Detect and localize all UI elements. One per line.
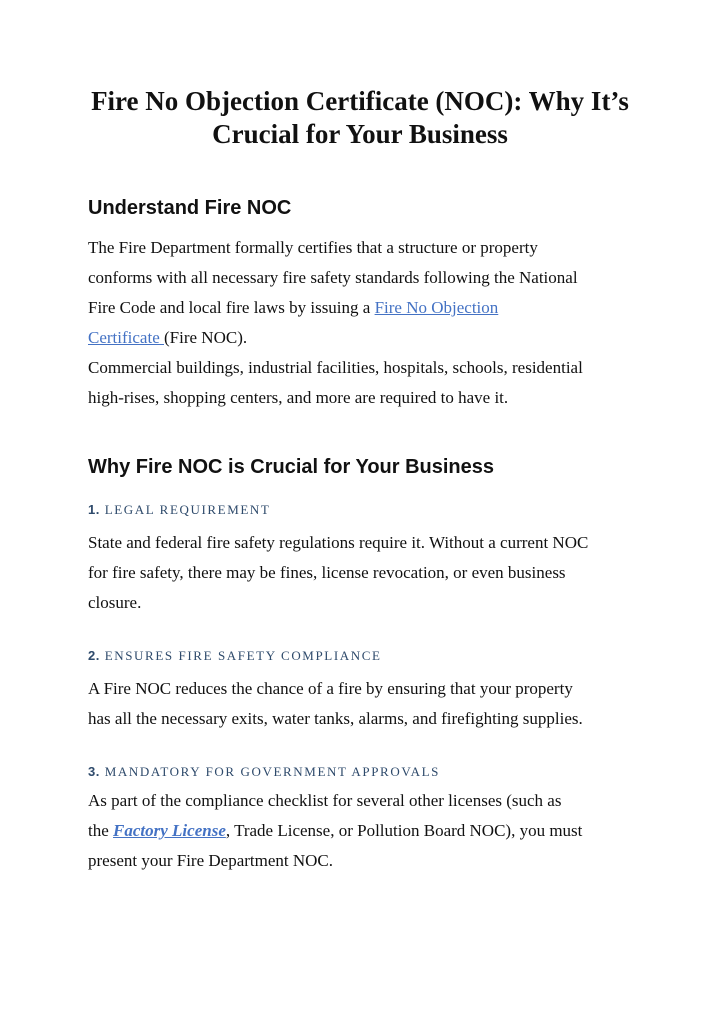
applicability-line-1: Commercial buildings, industrial facilities, hospitals, schools, residential bbox=[88, 358, 583, 377]
item-number-3: 3. bbox=[88, 764, 100, 779]
intro-line-2: conforms with all necessary fire safety standards following the National bbox=[88, 268, 578, 287]
subheading-safety-compliance bbox=[88, 647, 382, 665]
intro-line-3-text: Fire Code and local fire laws by issuing a bbox=[88, 298, 375, 317]
legal-line-3: closure. bbox=[88, 593, 142, 612]
section-heading-understand: Understand Fire NOC bbox=[88, 197, 292, 219]
fire-noc-link[interactable]: Fire No Objection bbox=[374, 298, 499, 317]
intro-line-4-text: (Fire NOC). bbox=[164, 328, 248, 347]
item-label-2: ENSURES FIRE SAFETY COMPLIANCE bbox=[104, 648, 382, 663]
item-label-1: LEGAL REQUIREMENT bbox=[104, 502, 271, 517]
fire-noc-link-continued[interactable]: Certificate bbox=[88, 328, 164, 347]
subheading-government-approvals bbox=[88, 763, 440, 781]
intro-line-3 bbox=[88, 293, 648, 323]
compliance-line-1: A Fire NOC reduces the chance of a fire by ensuring that your property bbox=[88, 679, 573, 698]
approvals-line-2 bbox=[88, 816, 648, 846]
compliance-line-2: has all the necessary exits, water tanks, alarms, and firefighting supplies. bbox=[88, 709, 583, 728]
factory-license-link[interactable]: Factory License bbox=[113, 821, 226, 840]
item-number-2: 2. bbox=[88, 648, 100, 663]
document-title bbox=[60, 85, 660, 151]
approvals-line-3: present your Fire Department NOC. bbox=[88, 851, 334, 870]
applicability-paragraph bbox=[88, 353, 648, 413]
item-number-1: 1. bbox=[88, 502, 100, 517]
legal-requirement-paragraph bbox=[88, 528, 648, 618]
approvals-line-2-pre: the bbox=[88, 821, 114, 840]
title-line-1: Fire No Objection Certificate (NOC): Why It’s bbox=[91, 86, 629, 116]
safety-compliance-paragraph bbox=[88, 674, 648, 734]
item-label-3: MANDATORY FOR GOVERNMENT APPROVALS bbox=[104, 764, 440, 779]
legal-line-2: for fire safety, there may be fines, license revocation, or even business bbox=[88, 563, 566, 582]
subheading-legal-requirement bbox=[88, 501, 270, 519]
approvals-line-2-post: , Trade License, or Pollution Board NOC), you must bbox=[225, 821, 583, 840]
intro-line-1: The Fire Department formally certifies that a structure or property bbox=[88, 238, 538, 257]
intro-paragraph bbox=[88, 233, 648, 353]
applicability-line-2: high-rises, shopping centers, and more are required to have it. bbox=[88, 388, 509, 407]
section-heading-why-crucial: Why Fire NOC is Crucial for Your Business bbox=[88, 456, 495, 478]
government-approvals-paragraph bbox=[88, 786, 648, 876]
approvals-line-1: As part of the compliance checklist for several other licenses (such as bbox=[88, 791, 562, 810]
intro-line-4 bbox=[88, 323, 648, 353]
legal-line-1: State and federal fire safety regulations require it. Without a current NOC bbox=[88, 533, 589, 552]
title-line-2: Crucial for Your Business bbox=[212, 119, 508, 149]
